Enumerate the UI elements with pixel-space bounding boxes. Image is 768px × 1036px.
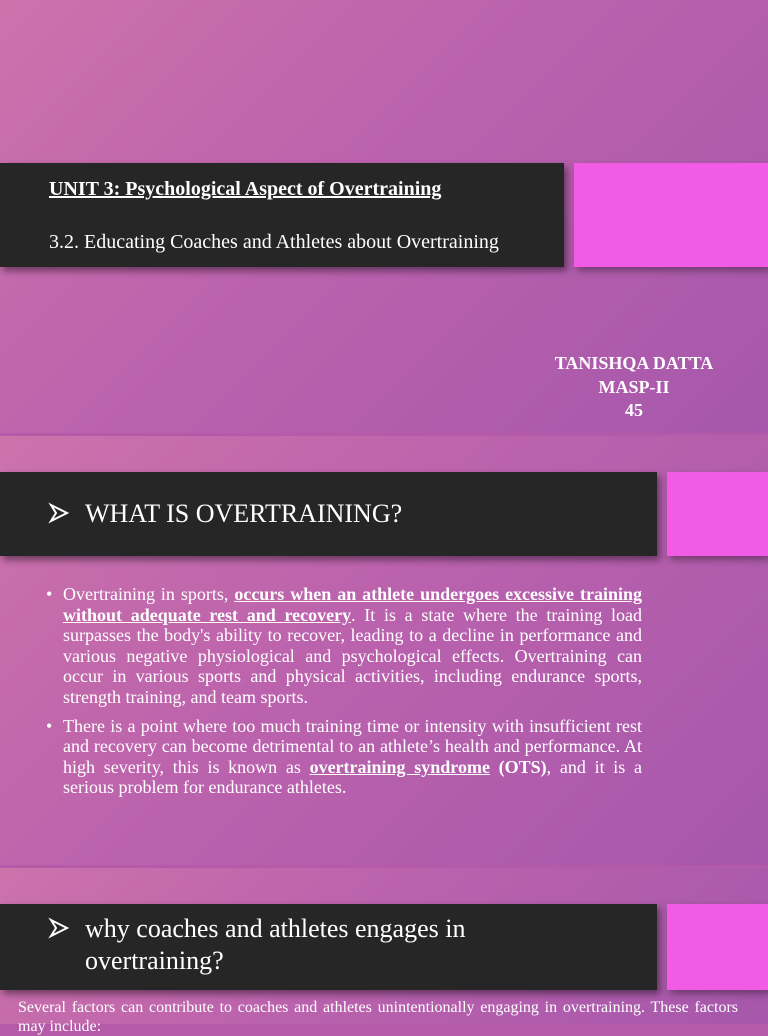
author-block [540,352,728,423]
intro-text: Several factors can contribute to coaches and athletes unintentionally engaging in overtraining. These factors may include: [18,999,738,1035]
author-roll: 45 [625,400,643,420]
bullet-text: . It is a state where the training load surpasses the body's ability to recover, leading to a decline in performance and various negative physiological and psychological effects. Overtraining can occur in various sports and physical activities, including endurance sports, strength training, and team sports. [63,604,643,707]
accent-block [667,472,768,556]
author-class: MASP-II [598,376,670,397]
bullet-bold: (OTS) [498,756,547,777]
bullet-emphasis: overtraining syndrome [309,756,490,777]
bullet-emphasis: occurs when an athlete undergoes excessive training without adequate rest and recovery [63,584,642,625]
bullet-text: There is a point where too much training time or intensity with insufficient rest and recovery can become detrimental to an athlete’s health and performance. At high severity, this is known as [63,715,642,777]
bullet-dot-icon: • [46,584,53,604]
slide-title [0,0,768,433]
accent-block [667,904,768,990]
bullet-item [46,716,642,798]
accent-block [574,163,768,267]
arrow-bullet-icon [48,917,70,939]
heading-bar [0,472,657,556]
heading-text: WHAT IS OVERTRAINING? [85,499,403,528]
bullet-item [46,584,642,708]
bullet-list [46,584,642,806]
heading-text: why coaches and athletes engages in overtraining? [85,914,466,975]
slide-why-overtraining [0,868,768,1035]
unit-title: UNIT 3: Psychological Aspect of Overtraining [49,178,442,200]
bullet-text: Overtraining in sports, [63,584,235,604]
bullet-text: , and it is a serious problem for endurance athletes. [63,756,642,798]
author-name: TANISHQA DATTA [554,353,714,373]
bullet-dot-icon: • [46,715,53,736]
subtitle: 3.2. Educating Coaches and Athletes about Overtraining [49,231,499,253]
title-bar [0,163,564,267]
slide-what-is-overtraining [0,436,768,865]
arrow-bullet-icon [48,502,70,524]
